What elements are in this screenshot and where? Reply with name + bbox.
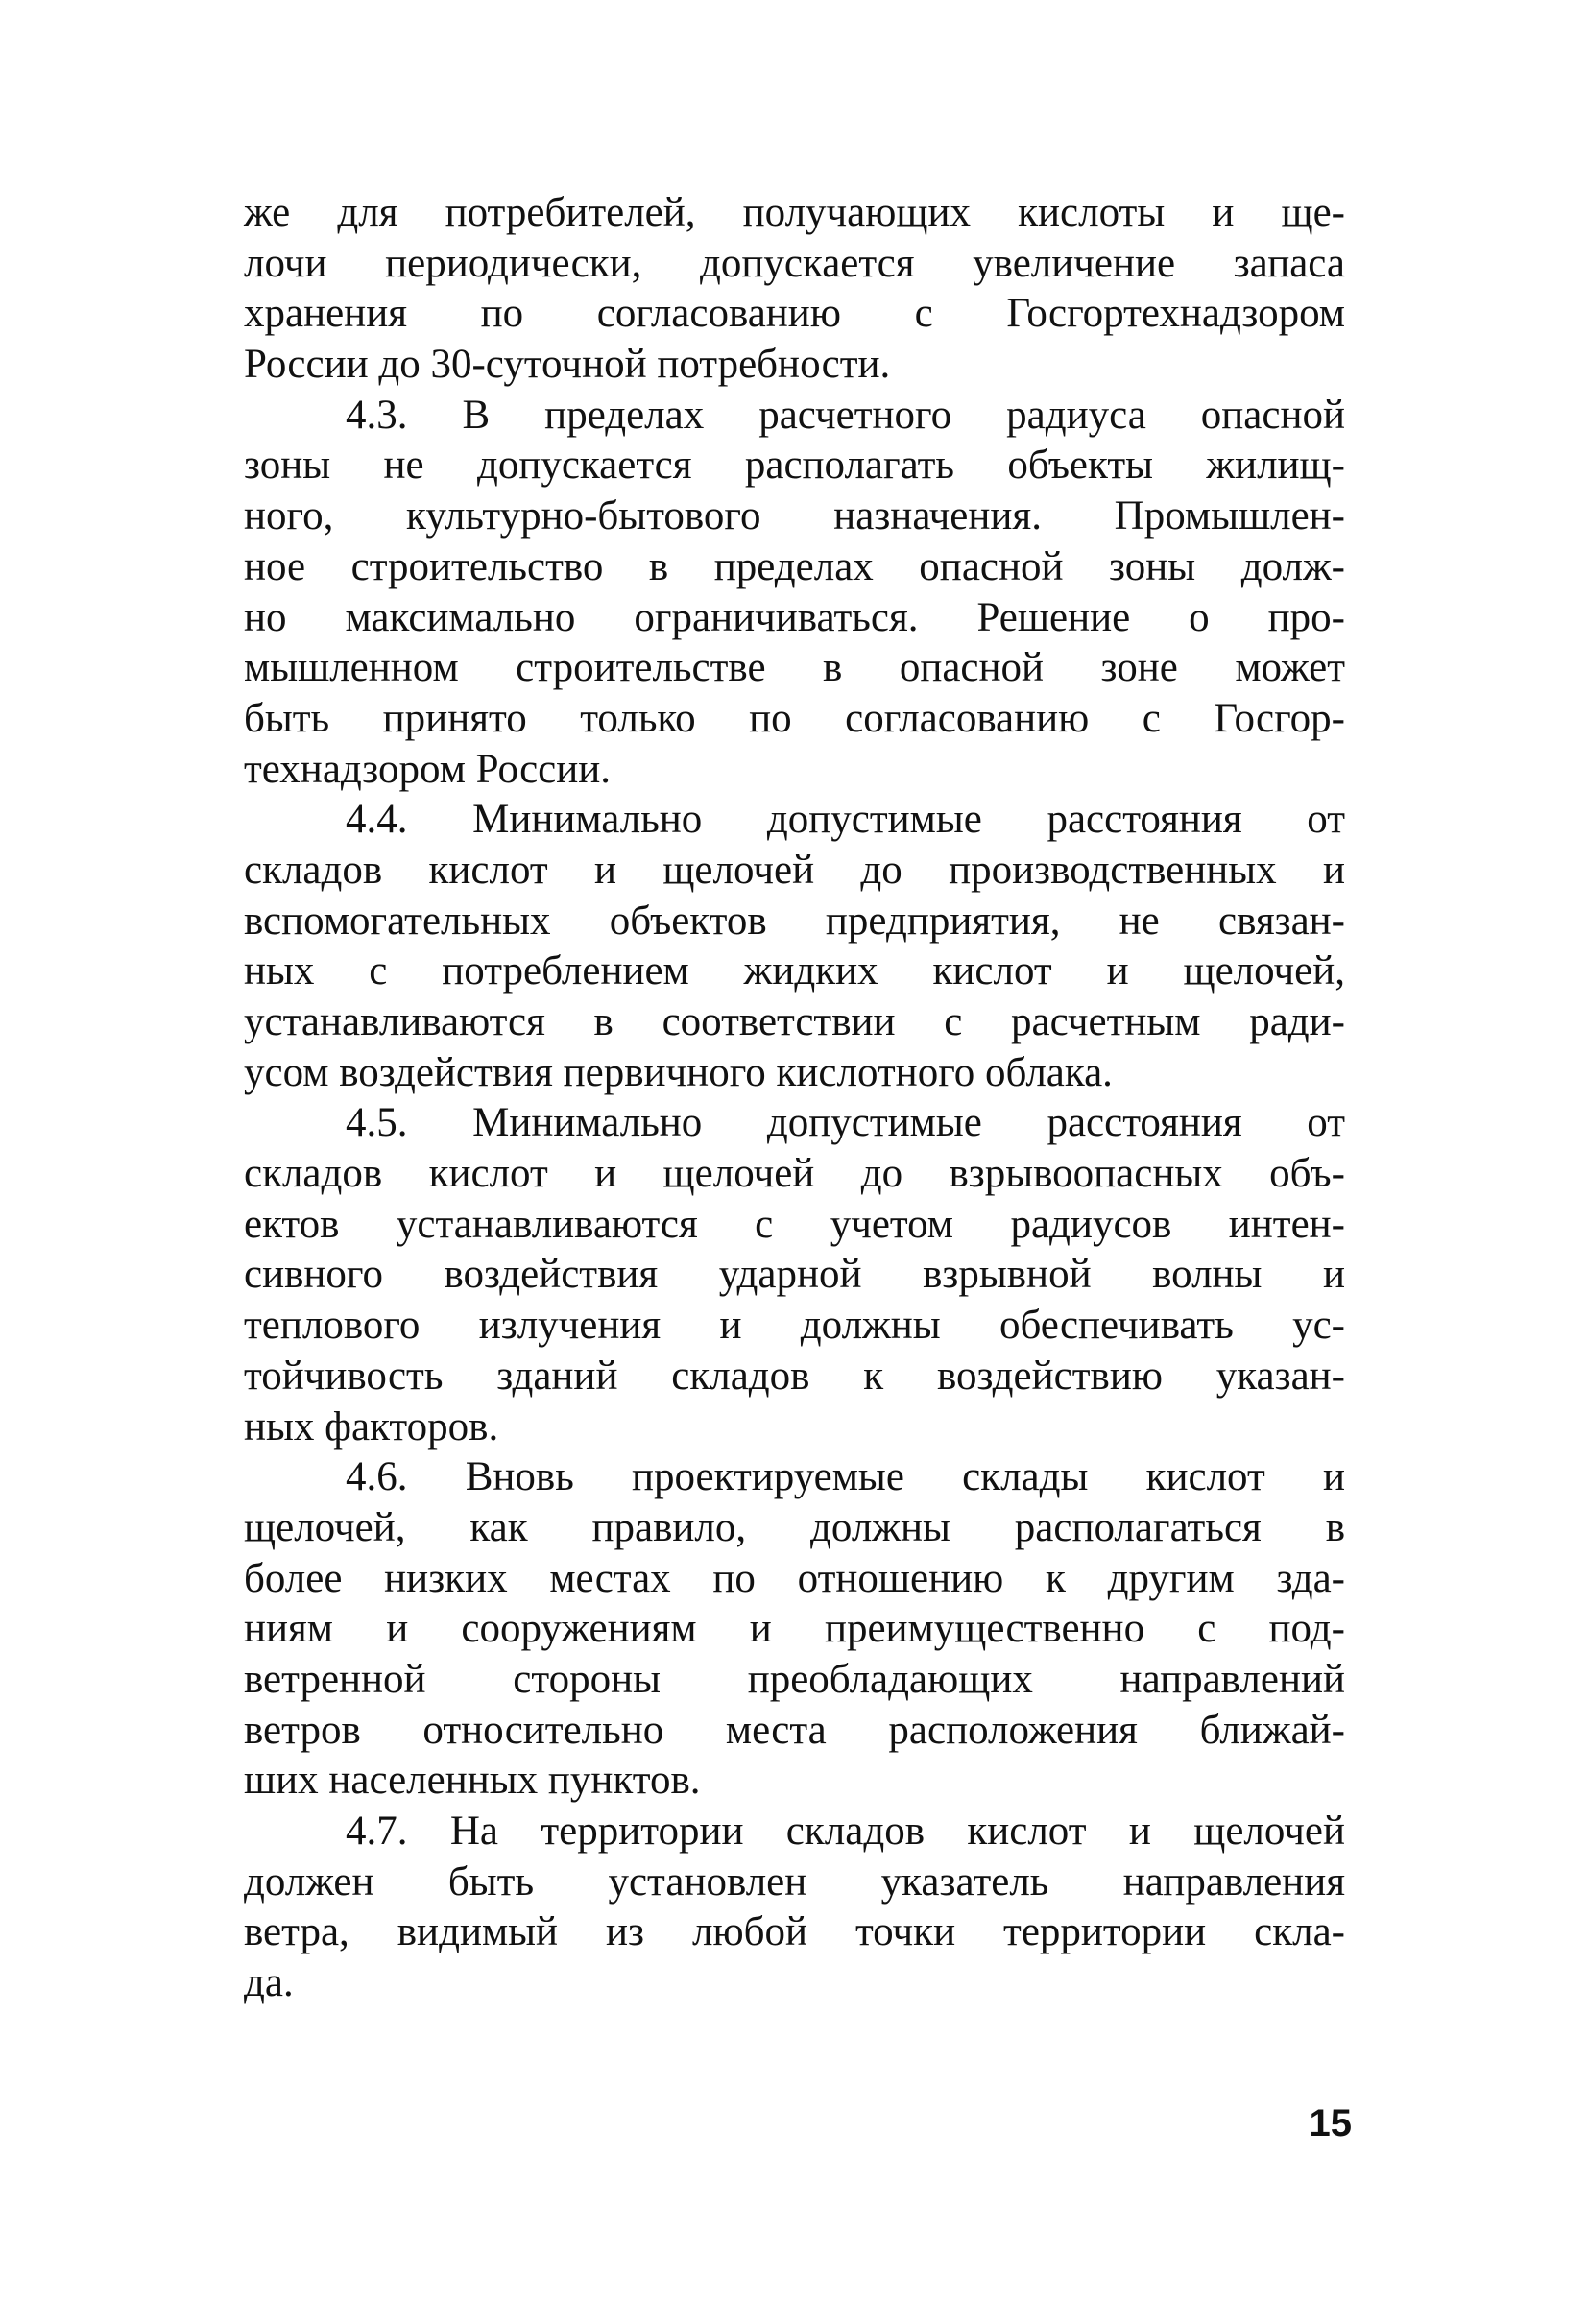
text-line: 4.7. На территории складов кислот и щелочей bbox=[346, 1809, 1345, 1854]
text-line: теплового излучения и должны обеспечивать ус- bbox=[244, 1303, 1345, 1349]
text-line: 4.6. Вновь проектируемые склады кислот и bbox=[346, 1454, 1345, 1500]
text-line: мышленном строительстве в опасной зоне может bbox=[244, 645, 1345, 691]
text-line: 4.5. Минимально допустимые расстояния от bbox=[346, 1100, 1345, 1146]
text-line: но максимально ограничиваться. Решение о про- bbox=[244, 594, 1345, 640]
text-line: ветров относительно места расположения ближай- bbox=[244, 1707, 1345, 1753]
text-line: вспомогательных объектов предприятия, не связан- bbox=[244, 898, 1345, 944]
text-line: должен быть установлен указатель направления bbox=[244, 1858, 1345, 1905]
text-line: более низких местах по отношению к другим зда- bbox=[244, 1555, 1345, 1601]
page-number: 15 bbox=[1309, 2102, 1352, 2144]
text-line: лочи периодически, допускается увеличение запаса bbox=[244, 240, 1345, 286]
text-line: хранения по согласованию с Госгортехнадзором bbox=[244, 291, 1345, 337]
text-line: щелочей, как правило, должны располагаться в bbox=[244, 1504, 1345, 1550]
text-line: складов кислот и щелочей до производственных и bbox=[244, 847, 1345, 893]
paragraph-4-7 bbox=[244, 1807, 1345, 2009]
text-line: 4.4. Минимально допустимые расстояния от bbox=[346, 797, 1345, 843]
text-line: зоны не допускается располагать объекты жилищ- bbox=[244, 443, 1345, 489]
text-line: России до 30-суточной потребности. bbox=[244, 342, 891, 388]
text-line: ных факторов. bbox=[244, 1403, 499, 1450]
text-line: да. bbox=[244, 1960, 294, 2006]
text-line: ного, культурно-бытового назначения. Промышлен- bbox=[244, 493, 1345, 539]
document-page bbox=[244, 188, 1345, 2009]
text-line: 4.3. В пределах расчетного радиуса опасной bbox=[346, 392, 1345, 438]
text-line: технадзором России. bbox=[244, 746, 612, 792]
text-line: ших населенных пунктов. bbox=[244, 1758, 701, 1804]
paragraph-4-3 bbox=[244, 391, 1345, 796]
paragraph-continuation bbox=[244, 188, 1345, 391]
text-line: складов кислот и щелочей до взрывоопасных объ- bbox=[244, 1151, 1345, 1197]
paragraph-4-5 bbox=[244, 1098, 1345, 1452]
text-line: устанавливаются в соответствии с расчетным ради- bbox=[244, 999, 1345, 1044]
text-line: сивного воздействия ударной взрывной волны и bbox=[244, 1252, 1345, 1298]
paragraph-4-4 bbox=[244, 795, 1345, 1098]
text-line: ектов устанавливаются с учетом радиусов интен- bbox=[244, 1201, 1345, 1247]
text-line: усом воздействия первичного кислотного облака. bbox=[244, 1049, 1113, 1095]
text-line: быть принято только по согласованию с Госгор- bbox=[244, 695, 1345, 741]
text-line: ниям и сооружениям и преимущественно с под- bbox=[244, 1606, 1345, 1652]
paragraph-4-6 bbox=[244, 1452, 1345, 1807]
text-line: же для потребителей, получающих кислоты и ще- bbox=[244, 190, 1345, 235]
text-line: тойчивость зданий складов к воздействию указан- bbox=[244, 1353, 1345, 1399]
text-line: ветренной стороны преобладающих направлений bbox=[244, 1656, 1345, 1702]
text-line: ное строительство в пределах опасной зоны долж- bbox=[244, 543, 1345, 589]
text-line: ных с потреблением жидких кислот и щелочей, bbox=[244, 948, 1345, 994]
text-line: ветра, видимый из любой точки территории скла- bbox=[244, 1909, 1345, 1955]
